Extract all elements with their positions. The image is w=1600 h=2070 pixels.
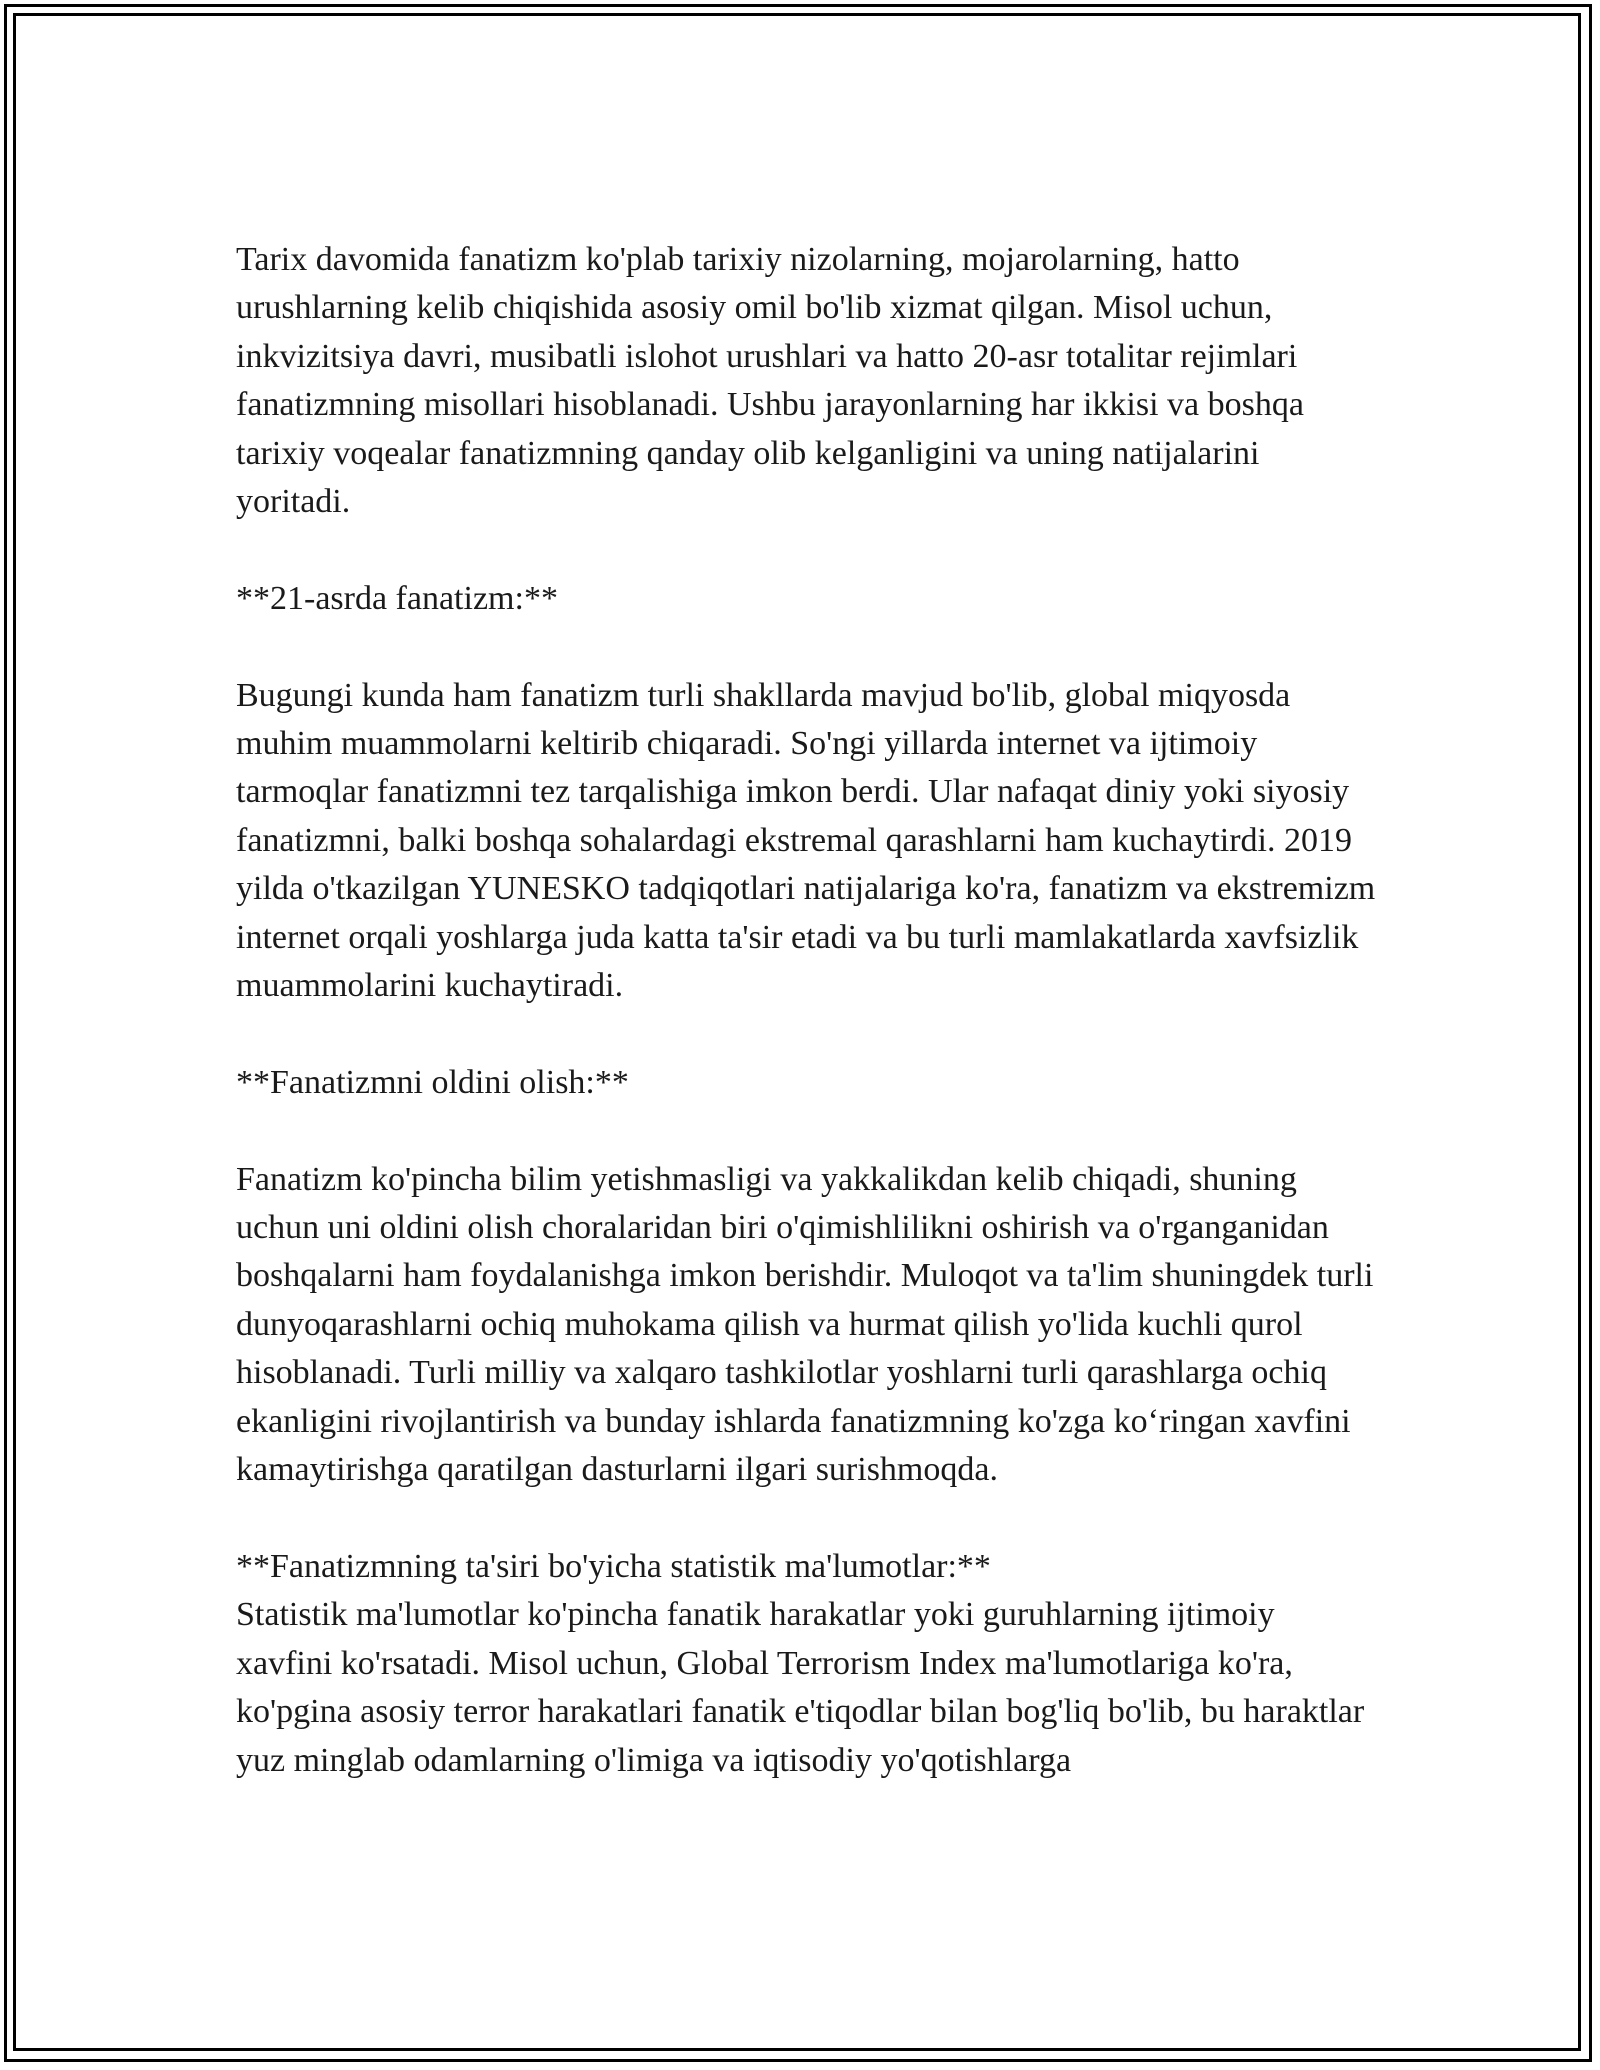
paragraph-history: Tarix davomida fanatizm ko'plab tarixiy nizolarning, mojarolarning, hatto urushlarning kelib chiqishida asosiy omil bo'lib xizmat qilgan. Misol uchun, inkvizitsiya davri, musibatli islohot urushlari va hatto 20-asr totalitar rejimlari fanatizmning misollari hisoblanadi. Ushbu jarayonlarning har ikkisi va boshqa tarixiy voqealar fanatizmning qanday olib kelganligini va uning natijalarini yoritadi. [236,241,1304,521]
document-body [236,236,1376,1833]
heading-prevention: **Fanatizmni oldini olish:** [236,1063,629,1101]
paragraph-prevention: Fanatizm ko'pincha bilim yetishmasligi va yakkalikdan kelib chiqadi, shuning uchun uni oldini olish choralaridan biri o'qimishlilikni oshirish va o'rganganidan boshqalarni ham foydalanishga imkon berishdir. Muloqot va ta'lim shuningdek turli dunyoqarashlarni ochiq muhokama qilish va hurmat qilish yo'lida kuchli qurol hisoblanadi. Turli milliy va xalqaro tashkilotlar yoshlarni turli qarashlarga ochiq ekanligini rivojlantirish va bunday ishlarda fanatizmning ko'zga ko‘ringan xavfini kamaytirishga qaratilgan dasturlarni ilgari surishmoqda. [236,1160,1374,1489]
heading-statistics: **Fanatizmning ta'siri bo'yicha statistik ma'lumotlar:** [236,1547,991,1585]
paragraph-21st-century: Bugungi kunda ham fanatizm turli shakllarda mavjud bo'lib, global miqyosda muhim muammolarni keltirib chiqaradi. So'ngi yillarda internet va ijtimoiy tarmoqlar fanatizmni tez tarqalishiga imkon berdi. Ular nafaqat diniy yoki siyosiy fanatizmni, balki boshqa sohalardagi ekstremal qarashlarni ham kuchaytirdi. 2019 yilda o'tkazilgan YUNESKO tadqiqotlari natijalariga ko'ra, fanatizm va ekstremizm internet orqali yoshlarga juda katta ta'sir etadi va bu turli mamlakatlarda xavfsizlik muammolarini kuchaytiradi. [236,676,1376,1005]
paragraph-statistics: Statistik ma'lumotlar ko'pincha fanatik harakatlar yoki guruhlarning ijtimoiy xavfini ko'rsatadi. Misol uchun, Global Terrorism Index ma'lumotlariga ko'ra, ko'pgina asosiy terror harakatlari fanatik e'tiqodlar bilan bog'liq bo'lib, bu haraktlar yuz minglab odamlarning o'limiga va iqtisodiy yo'qotishlarga [236,1596,1365,1779]
heading-21st-century: **21-asrda fanatizm:** [236,579,558,617]
